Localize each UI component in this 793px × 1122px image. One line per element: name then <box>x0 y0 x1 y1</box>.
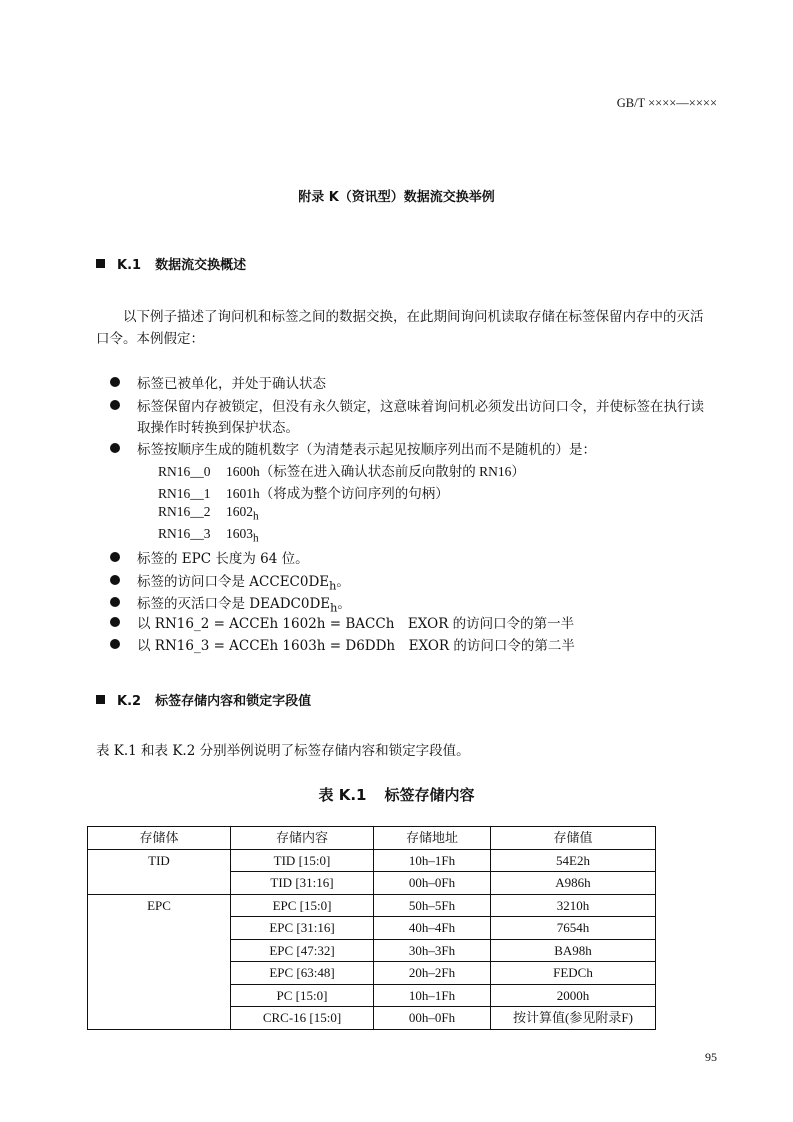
rn16-line: RN16__2 $1602_h$ <box>158 504 259 523</box>
table-header-cell: 存储体 <box>88 827 231 850</box>
intro-line-2: 口令。本例假定： <box>96 331 204 347</box>
table-cell: 00h–0Fh <box>374 872 491 895</box>
section-heading-k1 <box>96 254 246 273</box>
table-header-cell: 存储地址 <box>374 827 491 850</box>
bullet-dot-icon <box>110 552 120 562</box>
table-cell: EPC [63:48] <box>231 962 374 985</box>
table-row <box>88 849 656 872</box>
bullet-dot-icon <box>110 575 120 585</box>
table-cell: 30h–3Fh <box>374 939 491 962</box>
table-cell: EPC [31:16] <box>231 917 374 940</box>
table-header-cell: 存储内容 <box>231 827 374 850</box>
section-number: K.1 <box>117 258 142 273</box>
table-cell: EPC [47:32] <box>231 939 374 962</box>
square-bullet-icon <box>96 259 105 268</box>
table-cell: 54E2h <box>491 849 656 872</box>
appendix-title: 附录 K（资讯型）数据流交换举例 <box>298 190 495 205</box>
table-caption <box>0 784 793 805</box>
section-heading-k2 <box>96 690 311 709</box>
square-bullet-icon <box>96 695 105 704</box>
standard-number: GB/T ××××—×××× <box>616 96 717 110</box>
table-cell: 7654h <box>491 917 656 940</box>
table-row <box>88 894 656 917</box>
bullet-dot-icon <box>110 639 120 649</box>
section-title: 数据流交换概述 <box>155 258 247 273</box>
table-title: 标签存储内容 <box>384 786 475 804</box>
table-number: 表 K.1 <box>318 786 367 804</box>
rn16-line: RN16__1 1601h（将成为整个访问序列的句柄） <box>158 486 449 501</box>
table-cell: 00h–0Fh <box>374 1007 491 1030</box>
rn16-line: RN16__0 1600h（标签在进入确认状态前反向散射的 RN16） <box>158 464 525 479</box>
bullet-dot-icon <box>110 377 120 387</box>
bank-cell: TID <box>88 849 231 894</box>
table-cell: TID [15:0] <box>231 849 374 872</box>
bullet-dot-icon <box>110 443 120 453</box>
table-header-cell: 存储值 <box>491 827 656 850</box>
table-cell: TID [31:16] <box>231 872 374 895</box>
table-cell: 按计算值(参见附录F) <box>491 1007 656 1030</box>
rn16-line: RN16__3 $1603_h$ <box>158 526 259 545</box>
table-cell: 50h–5Fh <box>374 894 491 917</box>
bullet-dot-icon <box>110 400 120 410</box>
table-cell: FEDCh <box>491 962 656 985</box>
table-cell: CRC-16 [15:0] <box>231 1007 374 1030</box>
bank-cell: EPC <box>88 894 231 1029</box>
table-cell: 20h–2Fh <box>374 962 491 985</box>
table-cell: 40h–4Fh <box>374 917 491 940</box>
page-number: 95 <box>705 1050 717 1064</box>
table-cell: BA98h <box>491 939 656 962</box>
k2-description: 表 K.1 和表 K.2 分别举例说明了标签存储内容和锁定字段值。 <box>96 743 470 759</box>
table-cell: 3210h <box>491 894 656 917</box>
table-cell: EPC [15:0] <box>231 894 374 917</box>
bullet-dot-icon <box>110 617 120 627</box>
section-title: 标签存储内容和锁定字段值 <box>155 694 312 709</box>
intro-line-1: 以下例子描述了询问机和标签之间的数据交换，在此期间询问机读取存储在标签保留内存中的灭活 <box>123 309 704 325</box>
table-cell: A986h <box>491 872 656 895</box>
table-cell: PC [15:0] <box>231 984 374 1007</box>
table-cell: 10h–1Fh <box>374 849 491 872</box>
table-cell: 2000h <box>491 984 656 1007</box>
table-cell: 10h–1Fh <box>374 984 491 1007</box>
section-number: K.2 <box>117 694 142 709</box>
storage-table <box>87 826 656 1030</box>
table-header-row <box>88 827 656 850</box>
bullet-dot-icon <box>110 597 120 607</box>
